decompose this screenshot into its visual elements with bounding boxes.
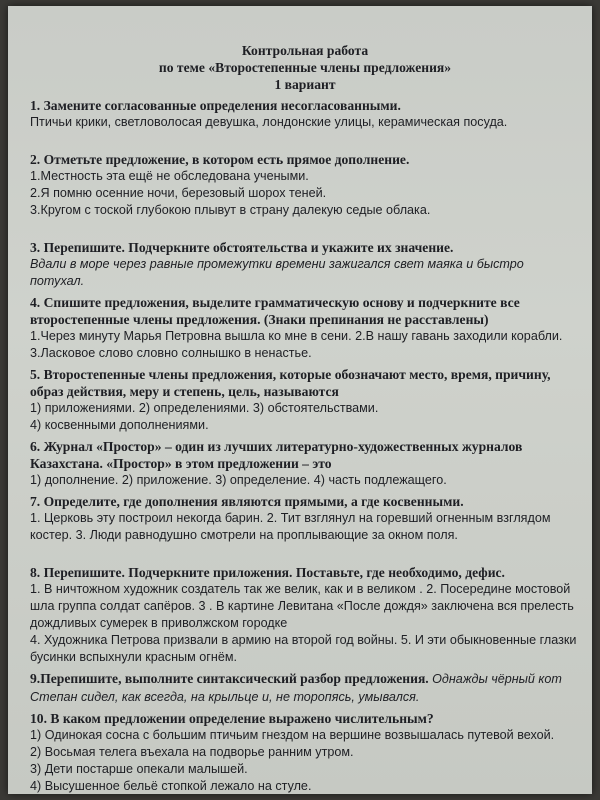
worksheet-header — [30, 42, 580, 93]
question-2-option-1: 1.Местность эта ещё не обследована учеными. — [30, 169, 309, 183]
question-6-title: 6. Журнал «Простор» – один из лучших литературно-художественных журналов Казахстана. «Простор» в этом предложении – это — [30, 439, 523, 471]
question-3-sentence: Вдали в море через равные промежутки времени зажигался свет маяка и быстро потухал. — [30, 257, 524, 288]
question-8-title: 8. Перепишите. Подчеркните приложения. Поставьте, где необходимо, дефис. — [30, 565, 505, 580]
question-1-text: Птичьи крики, светловолосая девушка, лондонские улицы, керамическая посуда. — [30, 115, 508, 129]
question-2-option-2: 2.Я помню осенние ночи, березовый шорох теней. — [30, 186, 327, 200]
header-variant: 1 вариант — [274, 77, 336, 92]
question-9-title: 9.Перепишите, выполните синтаксический разбор предложения. — [30, 671, 429, 686]
worksheet-content — [30, 42, 580, 795]
question-9-sentence: Однажды чёрный кот Степан сидел, как всегда, на крыльце и, не торопясь, умывался. — [30, 672, 562, 704]
question-8 — [30, 564, 580, 666]
worksheet-page — [8, 6, 592, 794]
question-4-text: 1.Через минуту Марья Петровна вышла ко мне в сени. 2.В нашу гавань заходили корабли. 3.Ласковое слово словно солнышко в ненастье. — [30, 329, 563, 360]
question-2-title: 2. Отметьте предложение, в котором есть прямое дополнение. — [30, 152, 410, 167]
question-7-text: 1. Церковь эту построил некогда барин. 2. Тит взглянул на горевший огненным взглядом костер. 3. Люди равнодушно смотрели на проплывающие за окном поля. — [30, 511, 551, 542]
question-10 — [30, 710, 580, 795]
question-5 — [30, 366, 580, 434]
question-8-text-b: 4. Художника Петрова призвали в армию на второй год войны. 5. И эти обыкновенные глазки бусинки вспыхнули красным огнём. — [30, 633, 577, 664]
question-10-option-3: 3) Дети постарше опекали малышей. — [30, 762, 248, 776]
question-4 — [30, 294, 580, 362]
question-10-option-1: 1) Одинокая сосна с большим птичьим гнездом на вершине возвышалась путевой вехой. — [30, 728, 555, 742]
question-10-option-2: 2) Восьмая телега въехала на подворье ранним утром. — [30, 745, 354, 759]
question-1-title: 1. Замените согласованные определения несогласованными. — [30, 98, 401, 113]
header-topic: по теме «Второстепенные члены предложения» — [158, 60, 452, 75]
question-4-title: 4. Спишите предложения, выделите грамматическую основу и подчеркните все второстепенные члены предложения. (Знаки препинания не расставлены) — [30, 295, 520, 327]
question-7-title: 7. Определите, где дополнения являются прямыми, а где косвенными. — [30, 494, 464, 509]
question-3-title: 3. Перепишите. Подчеркните обстоятельства и укажите их значение. — [30, 240, 454, 255]
question-5-options-b: 4) косвенными дополнениями. — [30, 418, 209, 432]
question-10-option-4: 4) Высушенное бельё стопкой лежало на стуле. — [30, 779, 312, 793]
question-7 — [30, 493, 580, 544]
question-8-text-a: 1. В ничтожном художник создатель так же велик, как и в великом . 2. Посередине мостовой шла группа солдат сапёров. 3 . В картине Левитана «После дождя» заключена вся прелесть дождливых сумерек в приволжском городке — [30, 582, 574, 630]
header-title: Контрольная работа — [241, 43, 369, 58]
question-1 — [30, 97, 580, 131]
question-5-title: 5. Второстепенные члены предложения, которые обозначают место, время, причину, образ действия, меру и степень, цель, называются — [30, 367, 551, 399]
question-6 — [30, 438, 580, 489]
question-10-title: 10. В каком предложении определение выражено числительным? — [30, 711, 434, 726]
question-9 — [30, 670, 580, 706]
question-2 — [30, 151, 580, 219]
question-2-option-3: 3.Кругом с тоской глубокою плывут в страну далекую седые облака. — [30, 203, 431, 217]
question-3 — [30, 239, 580, 290]
question-5-options-a: 1) приложениями. 2) определениями. 3) обстоятельствами. — [30, 401, 379, 415]
question-6-options: 1) дополнение. 2) приложение. 3) определение. 4) часть подлежащего. — [30, 473, 447, 487]
